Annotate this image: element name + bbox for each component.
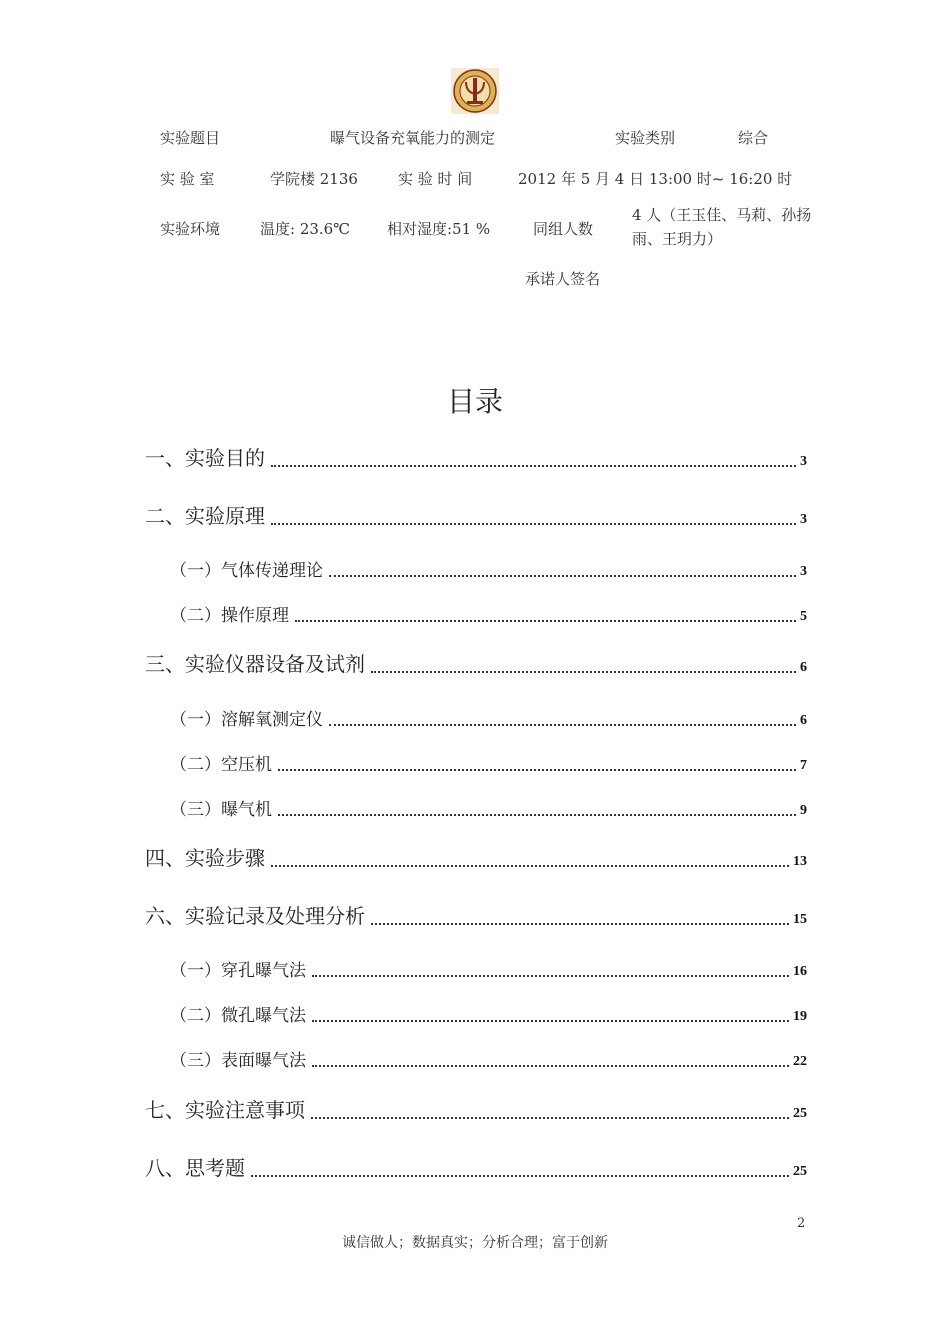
toc-entry-page: 9: [800, 803, 807, 818]
toc-leader: [312, 1065, 789, 1067]
temperature-value: 温度: 23.6℃: [260, 220, 351, 238]
time-label: 实 验 时 间: [398, 170, 473, 188]
toc-entry-page: 19: [793, 1009, 807, 1024]
toc-entry-page: 22: [793, 1054, 807, 1069]
toc-entry[interactable]: [170, 1041, 807, 1071]
toc-leader: [371, 671, 796, 673]
university-seal-icon: [451, 68, 499, 114]
humidity-value: 相对湿度:51 %: [387, 220, 491, 238]
toc-entry-page: 5: [800, 609, 807, 624]
toc-leader: [278, 814, 796, 816]
toc-entry[interactable]: [145, 899, 807, 929]
toc-leader: [271, 465, 796, 467]
toc-entry-label: 六、实验记录及处理分析: [145, 904, 365, 928]
toc-entry-label: （一）溶解氧测定仪: [170, 710, 323, 730]
toc-leader: [329, 724, 796, 726]
toc-entry[interactable]: [145, 1151, 807, 1181]
category-label: 实验类别: [615, 129, 676, 147]
toc-leader: [271, 523, 796, 525]
toc-leader: [278, 769, 796, 771]
toc-entry-label: 二、实验原理: [145, 504, 265, 528]
toc-entry-label: （三）表面曝气法: [170, 1051, 306, 1071]
toc-entry-page: 3: [800, 454, 807, 469]
page-number: 2: [797, 1216, 806, 1231]
toc-title: 目录: [446, 385, 503, 418]
signature-label: 承诺人签名: [525, 270, 601, 288]
lab-value: 学院楼 2136: [270, 170, 358, 188]
group-size-label: 同组人数: [533, 220, 594, 238]
toc-entry[interactable]: [170, 596, 807, 626]
toc-entry[interactable]: [170, 951, 807, 981]
toc-leader: [271, 865, 789, 867]
toc-entry-label: 七、实验注意事项: [145, 1098, 305, 1122]
toc-entry-page: 3: [800, 564, 807, 579]
time-value: 2012 年 5 月 4 日 13:00 时~ 16:20 时: [518, 170, 793, 188]
footer-motto: 诚信做人；数据真实；分析合理；富于创新: [342, 1235, 608, 1251]
toc-entry-label: （二）微孔曝气法: [170, 1006, 306, 1026]
toc-entry-page: 7: [800, 758, 807, 773]
topic-label: 实验题目: [160, 129, 221, 147]
toc-entry[interactable]: [145, 499, 807, 529]
toc-entry-page: 16: [793, 964, 807, 979]
toc-entry[interactable]: [170, 790, 807, 820]
toc-leader: [251, 1175, 789, 1177]
lab-label: 实 验 室: [160, 170, 215, 188]
toc-leader: [295, 620, 796, 622]
toc-entry-label: （一）气体传递理论: [170, 561, 323, 581]
toc-entry-page: 13: [793, 854, 807, 869]
toc-leader: [312, 1020, 789, 1022]
toc-entry[interactable]: [170, 700, 807, 730]
toc-leader: [312, 975, 789, 977]
toc-entry-page: 3: [800, 512, 807, 527]
category-value: 综合: [738, 129, 769, 147]
toc-entry-label: （三）曝气机: [170, 800, 272, 820]
toc-entry-label: 八、思考题: [145, 1156, 245, 1180]
toc-entry-page: 15: [793, 912, 807, 927]
toc-entry[interactable]: [145, 841, 807, 871]
toc-entry[interactable]: [170, 745, 807, 775]
toc-entry-label: 一、实验目的: [145, 446, 265, 470]
toc-entry[interactable]: [145, 441, 807, 471]
environment-label: 实验环境: [160, 220, 221, 238]
toc-entry-page: 6: [800, 660, 807, 675]
toc-entry-label: 三、实验仪器设备及试剂: [145, 652, 365, 676]
toc-entry[interactable]: [145, 647, 807, 677]
topic-value: 曝气设备充氧能力的测定: [330, 129, 496, 147]
toc-entry[interactable]: [170, 551, 807, 581]
toc-entry-page: 6: [800, 713, 807, 728]
toc-entry-page: 25: [793, 1106, 807, 1121]
toc-entry-label: （二）空压机: [170, 755, 272, 775]
toc-entry-label: （一）穿孔曝气法: [170, 961, 306, 981]
toc-entry[interactable]: [170, 996, 807, 1026]
toc-entry[interactable]: [145, 1093, 807, 1123]
toc-entry-label: 四、实验步骤: [145, 846, 265, 870]
toc-entry-page: 25: [793, 1164, 807, 1179]
toc-leader: [329, 575, 796, 577]
group-members-value: 4 人（王玉佳、马莉、孙扬雨、王玥力）: [632, 206, 812, 248]
toc-entry-label: （二）操作原理: [170, 606, 289, 626]
toc-leader: [311, 1117, 789, 1119]
toc-leader: [371, 923, 789, 925]
